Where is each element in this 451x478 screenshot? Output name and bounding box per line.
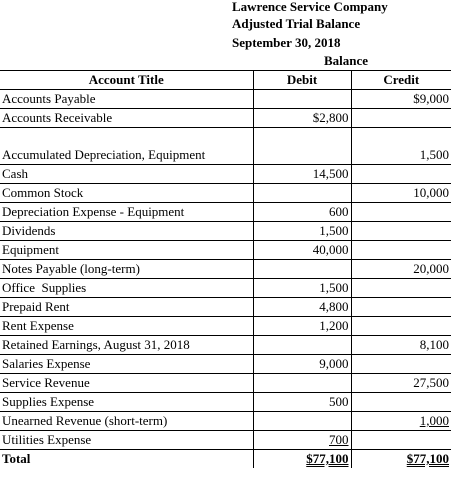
debit-amount: 600 [253, 203, 351, 222]
account-name: Depreciation Expense - Equipment [0, 203, 253, 222]
credit-amount [351, 355, 451, 374]
total-debit-value: $77,100 [306, 451, 349, 466]
account-name: Prepaid Rent [0, 298, 253, 317]
debit-amount: $2,800 [253, 109, 351, 128]
table-row [0, 279, 451, 298]
total-label: Total [2, 451, 31, 466]
credit-amount [351, 431, 451, 450]
table-row [0, 317, 451, 336]
credit-amount [351, 241, 451, 260]
table-row [0, 355, 451, 374]
table-header-row [0, 71, 451, 90]
credit-amount [351, 393, 451, 412]
trial-balance-table [0, 70, 451, 468]
account-name: Retained Earnings, August 31, 2018 [0, 336, 253, 355]
table-row [0, 184, 451, 203]
account-name: Cash [0, 165, 253, 184]
account-name: Unearned Revenue (short-term) [0, 412, 253, 431]
table-row [0, 109, 451, 128]
credit-amount: 1,500 [351, 128, 451, 165]
table-row [0, 128, 451, 165]
debit-amount [253, 374, 351, 393]
account-name: Dividends [0, 222, 253, 241]
debit-amount [253, 412, 351, 431]
report-title: Adjusted Trial Balance [232, 16, 361, 31]
credit-amount [351, 165, 451, 184]
account-name: Common Stock [0, 184, 253, 203]
table-row [0, 165, 451, 184]
report-date: September 30, 2018 [232, 35, 341, 50]
account-name: Accumulated Depreciation, Equipment [0, 128, 253, 165]
total-credit [351, 450, 451, 469]
account-name: Notes Payable (long-term) [0, 260, 253, 279]
debit-amount [253, 184, 351, 203]
credit-amount: 27,500 [351, 374, 451, 393]
total-row [0, 450, 451, 469]
table-row [0, 412, 451, 431]
account-name: Rent Expense [0, 317, 253, 336]
debit-amount: 1,500 [253, 222, 351, 241]
debit-amount [253, 90, 351, 109]
debit-amount: 1,500 [253, 279, 351, 298]
table-row [0, 260, 451, 279]
debit-amount [253, 431, 351, 450]
account-title-header: Account Title [0, 71, 253, 90]
account-name: Office Supplies [0, 279, 253, 298]
table-row [0, 222, 451, 241]
total-credit-value: $77,100 [406, 451, 449, 466]
debit-amount [253, 336, 351, 355]
account-name: Accounts Payable [0, 90, 253, 109]
credit-amount [351, 203, 451, 222]
debit-amount: 4,800 [253, 298, 351, 317]
debit-amount: 1,200 [253, 317, 351, 336]
credit-amount [351, 222, 451, 241]
table-row [0, 298, 451, 317]
account-name: Accounts Receivable [0, 109, 253, 128]
debit-header: Debit [253, 71, 351, 90]
credit-header: Credit [351, 71, 451, 90]
account-name: Supplies Expense [0, 393, 253, 412]
debit-amount-value: 700 [329, 432, 349, 447]
debit-amount [253, 128, 351, 165]
table-row [0, 203, 451, 222]
debit-amount: 9,000 [253, 355, 351, 374]
credit-amount-value: 1,000 [419, 413, 449, 428]
credit-amount [351, 279, 451, 298]
debit-amount [253, 260, 351, 279]
total-debit [253, 450, 351, 469]
table-row [0, 374, 451, 393]
table-row [0, 336, 451, 355]
credit-amount: 10,000 [351, 184, 451, 203]
credit-amount [351, 109, 451, 128]
company-name: Lawrence Service Company [232, 0, 388, 14]
credit-amount: 8,100 [351, 336, 451, 355]
account-name: Service Revenue [0, 374, 253, 393]
table-row [0, 393, 451, 412]
table-row [0, 431, 451, 450]
account-name: Equipment [0, 241, 253, 260]
debit-amount: 14,500 [253, 165, 351, 184]
credit-amount [351, 317, 451, 336]
account-name: Utilities Expense [0, 431, 253, 450]
debit-amount: 40,000 [253, 241, 351, 260]
credit-amount: $9,000 [351, 90, 451, 109]
credit-amount: 20,000 [351, 260, 451, 279]
table-row [0, 241, 451, 260]
balance-label: Balance [324, 53, 369, 68]
credit-amount [351, 298, 451, 317]
account-name: Salaries Expense [0, 355, 253, 374]
table-row [0, 90, 451, 109]
debit-amount: 500 [253, 393, 351, 412]
credit-amount [351, 412, 451, 431]
